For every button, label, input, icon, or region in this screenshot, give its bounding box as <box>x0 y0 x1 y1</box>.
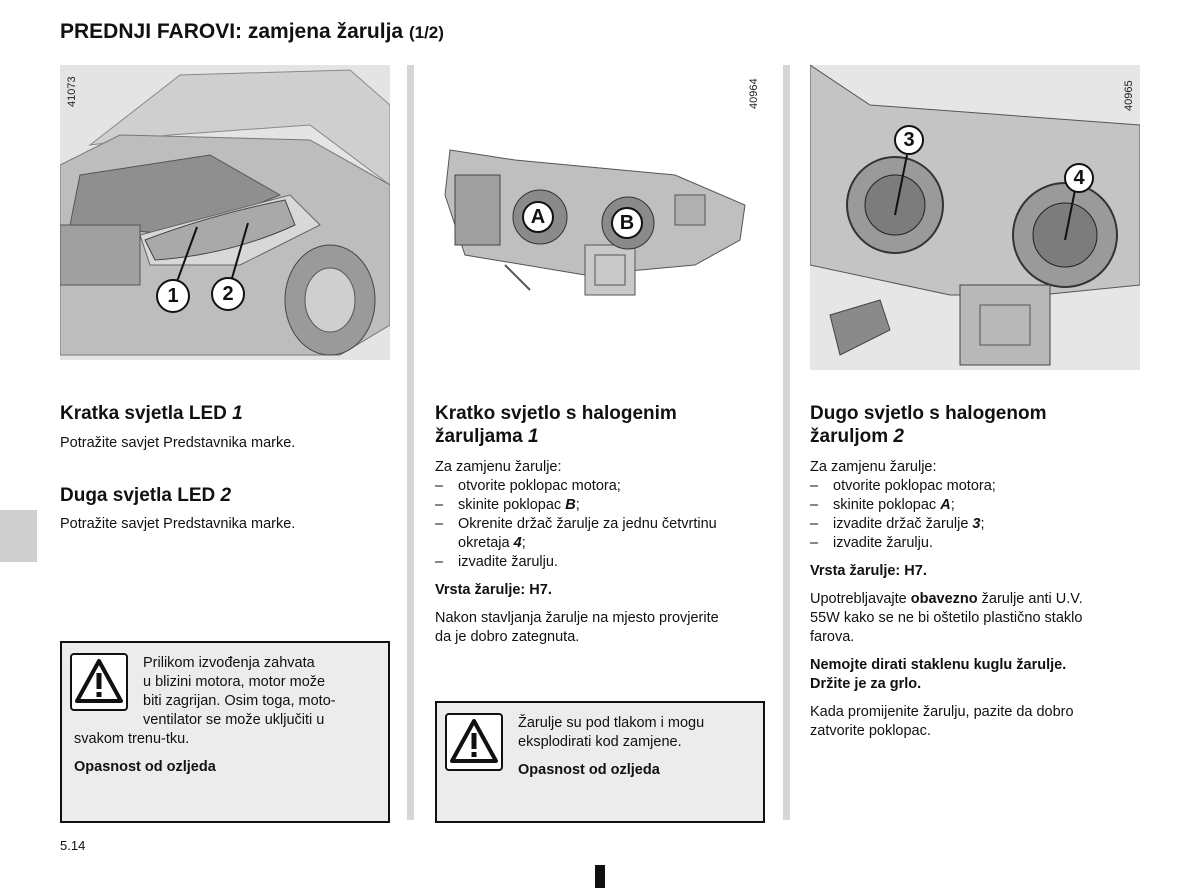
callout-B: B <box>611 207 643 239</box>
list-item: – skinite poklopac A; <box>810 497 955 513</box>
figure-headlight-unit-rear <box>435 65 765 360</box>
paragraph-low-beam-led: Potražite savjet Predstavnika marke. <box>60 435 296 451</box>
callout-3: 3 <box>894 125 924 155</box>
heading-high-beam-led: Duga svjetla LED 2 <box>60 485 232 506</box>
page-number: 5.14 <box>60 838 86 853</box>
list-item: – skinite poklopac B; <box>435 497 580 513</box>
instructions-high-beam-halogen: Za zamjenu žarulje: – otvorite poklopac motora; – skinite poklopac A; – izvadite držač žarulje 3; – izvadite žarulju. Vrsta žarulje: H7. Upotrebljavajte obavezno žarulje anti U.V. 55W kako se ne bi oštetilo plastično staklo farova. Nemojte dirati staklenu kuglu žarulje. Držite je za grlo. Kada promijenite žarulju, pazite da dobro zatvorite poklopac. <box>810 458 1140 741</box>
warning-text: Žarulje su pod tlakom i mogu eksplodirati kod zamjene. Opasnost od ozljeda <box>518 714 752 780</box>
warning-box-engine <box>60 641 390 823</box>
callout-2: 2 <box>211 277 245 311</box>
bulb-type: Vrsta žarulje: H7. <box>435 582 552 598</box>
column-divider-1 <box>407 65 414 820</box>
callout-A: A <box>522 201 554 233</box>
bulb-type: Vrsta žarulje: H7. <box>810 563 927 579</box>
warning-triangle-icon <box>70 653 128 711</box>
list-item: – Okrenite držač žarulje za jednu četvrtinu okretaja 4; <box>435 516 717 551</box>
page-title-text: PREDNJI FAROVI: zamjena žarulja <box>60 20 404 43</box>
page-title <box>60 20 444 44</box>
figure-number: 40965 <box>1123 80 1135 111</box>
danger-label: Opasnost od ozljeda <box>74 759 216 775</box>
figure-number: 40964 <box>748 78 760 109</box>
list-item: – izvadite žarulju. <box>435 554 558 570</box>
list-item: – izvadite žarulju. <box>810 535 933 551</box>
callout-1: 1 <box>156 279 190 313</box>
page-title-part: (1/2) <box>408 23 444 42</box>
uv-note: Upotrebljavajte obavezno žarulje anti U.V. <box>810 591 1083 607</box>
list-item: – izvadite držač žarulje 3; <box>810 516 985 532</box>
list-item: – otvorite poklopac motora; <box>810 478 996 494</box>
chapter-tab <box>0 510 37 562</box>
warning-text-bottom: svakom trenu-tku. Opasnost od ozljeda <box>74 730 374 777</box>
figure-number: 41073 <box>66 76 78 107</box>
list-item: – otvorite poklopac motora; <box>435 478 621 494</box>
paragraph-high-beam-led: Potražite savjet Predstavnika marke. <box>60 516 296 532</box>
warning-text-top: Prilikom izvođenja zahvata u blizini motora, motor može biti zagrijan. Osim toga, moto- ventilator se može uključiti u <box>143 655 336 728</box>
steps-list <box>810 477 1140 553</box>
page-marker <box>595 865 605 888</box>
steps-list <box>435 477 765 572</box>
heading-low-beam-halogen: Kratko svjetlo s halogenim žaruljama 1 <box>435 403 677 447</box>
instructions-low-beam-halogen: Za zamjenu žarulje: – otvorite poklopac motora; – skinite poklopac B; – Okrenite držač žarulje za jednu četvrtinu okretaja 4; – izvadite žarulju. Vrsta žarulje: H7. Nakon stavljanja žarulje na mjesto provjerite da je dobro zategnuta. <box>435 458 765 647</box>
figure-bulb-holders <box>810 65 1140 370</box>
figure-car-headlights <box>60 65 390 360</box>
callout-4: 4 <box>1064 163 1094 193</box>
heading-high-beam-halogen: Dugo svjetlo s halogenom žaruljom 2 <box>810 403 1047 447</box>
danger-label: Opasnost od ozljeda <box>518 762 660 778</box>
column-divider-2 <box>783 65 790 820</box>
heading-low-beam-led: Kratka svjetla LED 1 <box>60 403 243 424</box>
warning-box-pressure <box>435 701 765 823</box>
warning-triangle-icon <box>445 713 503 771</box>
